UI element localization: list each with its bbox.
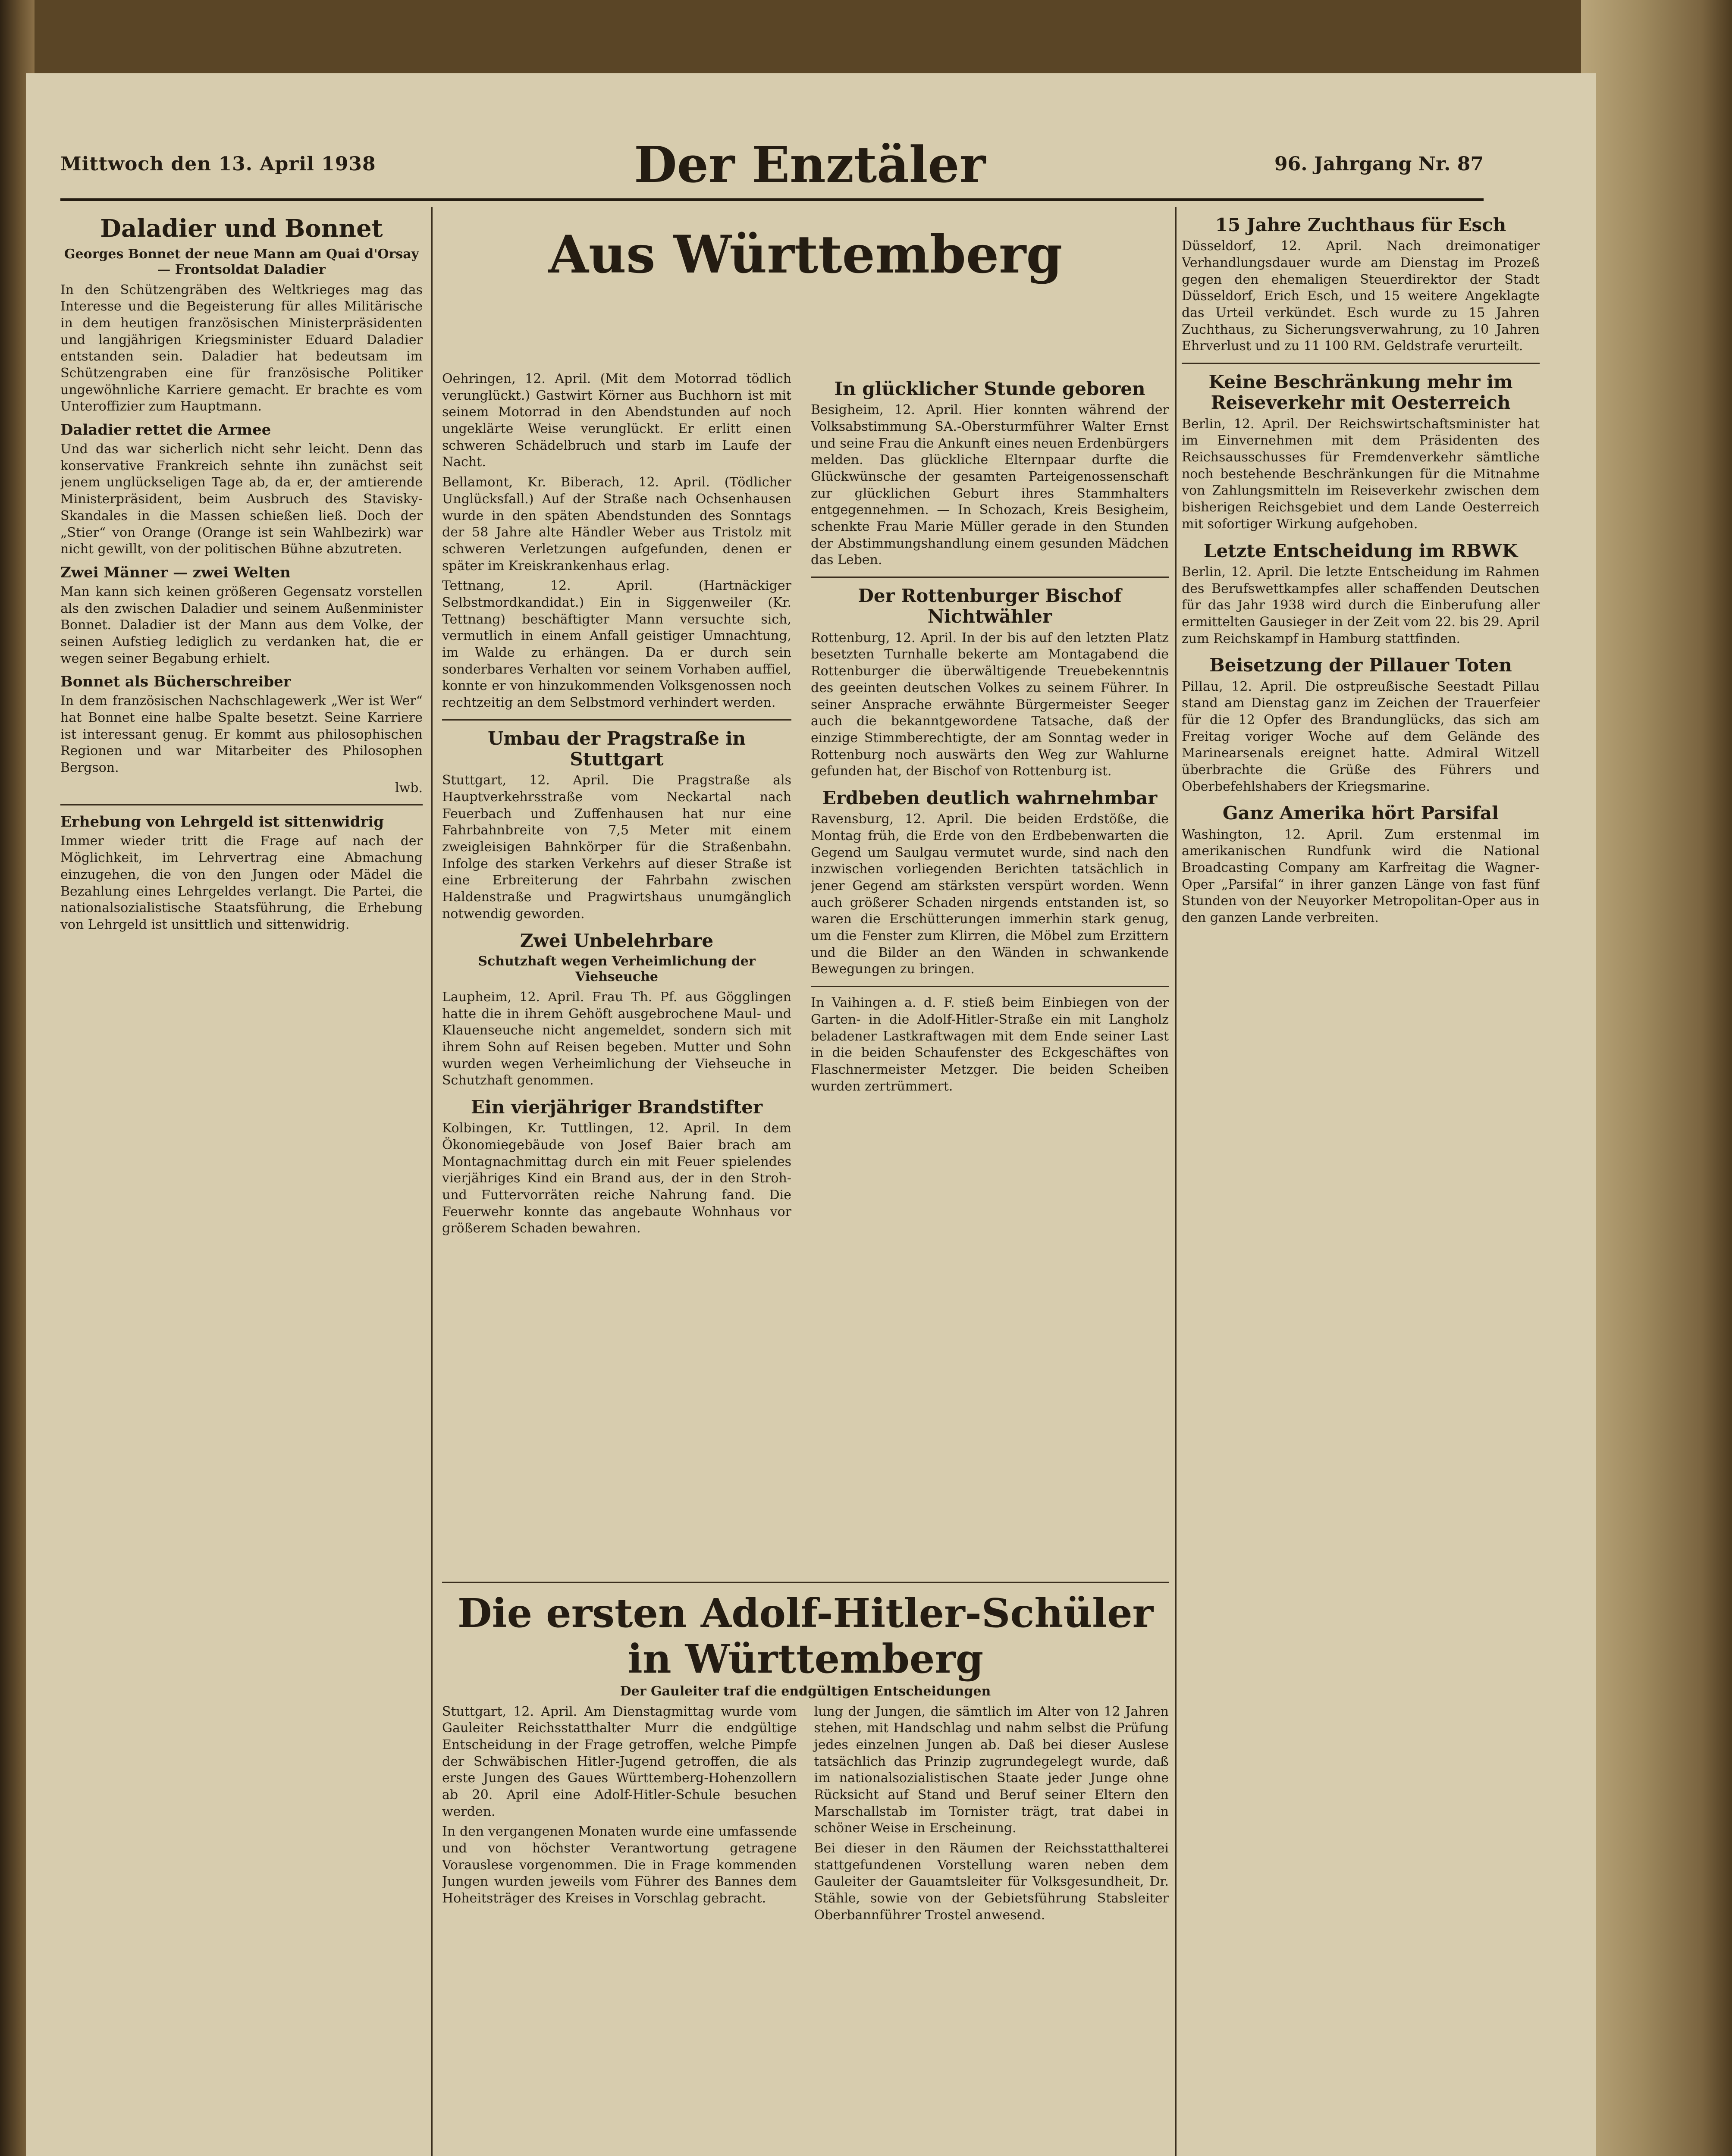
article-headline: 15 Jahre Zuchthaus für Esch xyxy=(1215,214,1506,235)
article-paragraph: Tettnang, 12. April. (Hartnäckiger Selbstmordkandidat.) Ein in Siggenweiler (Kr. Tettnang) beschäftigter Mann versuchte sich, vermutlich in einem Anfall geistiger Umnachtung, im Walde zu erhängen. Da er durch sein sonderbares Verhalten vor seinem Vorhaben auffiel, konnte er von hinzukommenden Volksgenossen noch rechtzeitig an dem Selbstmord verhindert werden. xyxy=(442,578,791,711)
article-paragraph: Oehringen, 12. April. (Mit dem Motorrad tödlich verunglückt.) Gastwirt Körner aus Buchhorn ist mit seinem Motorrad in den Abendstunden auf noch ungeklärte Weise verunglückt. Er erlitt einen schweren Schädelbruch und starb im Laufe der Nacht. xyxy=(442,371,791,470)
lead-subhead: Der Gauleiter traf die endgültigen Entscheidungen xyxy=(620,1683,991,1699)
article-paragraph: Stuttgart, 12. April. Die Pragstraße als Hauptverkehrsstraße vom Neckartal nach Feuerbach und Zuffenhausen hat nur eine Fahrbahnbreite von 7,5 Meter mit einem zweigleisigen Bahnkörper für die Straßenbahn. Infolge des starken Verkehrs auf dieser Straße ist eine Erbreiterung der Fahrbahn zwischen Haldenstraße und Pragwirtshaus unumgänglich notwendig geworden. xyxy=(442,773,791,921)
lead-column-left xyxy=(442,1704,797,1927)
lead-story xyxy=(442,1574,1169,2156)
article-divider xyxy=(811,577,1169,578)
article-paragraph: In den vergangenen Monaten wurde eine umfassende und von höchster Verantwortung getragene Vorauslese vorgenommen. Die in Frage kommenden Jungen wurden jeweils vom Führer des Bannes dem Hoheitsträger des Kreises in Vorschlag gebracht. xyxy=(442,1824,797,1906)
article-paragraph: Düsseldorf, 12. April. Nach dreimonatiger Verhandlungsdauer wurde am Dienstag im Prozeß gegen den ehemaligen Steuerdirektor der Stadt Düsseldorf, Erich Esch, und 15 weitere Angeklagte das Urteil verkündet. Esch wurde zu 15 Jahren Zuchthaus, zu Sicherungsverwahrung, zu 10 Jahren Ehrverlust und zu 11 100 RM. Geldstrafe verurteilt. xyxy=(1182,238,1540,354)
lead-columns xyxy=(442,1704,1169,1927)
article-paragraph: Berlin, 12. April. Der Reichswirtschaftsminister hat im Einvernehmen mit dem Präsidenten des Reichsausschusses für Fremdenverkehr sämtliche noch bestehende Beschränkungen für die Mitnahme von Zahlungsmitteln im Reiseverkehr zwischen dem bisherigen Reichsgebiet und dem Lande Oesterreich mit sofortiger Wirkung aufgehoben. xyxy=(1182,416,1540,532)
article-paragraph: Stuttgart, 12. April. Am Dienstagmittag wurde vom Gauleiter Reichsstatthalter Murr die endgültige Entscheidung in der Frage getroffen, welche Pimpfe der Schwäbischen Hitler-Jugend getroffen, die als erste Jungen des Gaues Württemberg-Hohenzollern ab 20. April eine Adolf-Hitler-Schule besuchen werden. xyxy=(442,1704,797,1819)
article-paragraph: Kolbingen, Kr. Tuttlingen, 12. April. In dem Ökonomiegebäude von Josef Baier brach am Montagnachmittag durch ein mit Feuer spielendes vierjähriges Kind ein Brand aus, der in den Stroh- und Futtervorräten reiche Nahrung fand. Die Feuerwehr konnte das angebaute Wohnhaus vor größerem Schaden bewahren. xyxy=(442,1121,791,1236)
article-headline: Umbau der Pragstraße in Stuttgart xyxy=(487,727,746,770)
article-signature: lwb. xyxy=(395,780,423,796)
article-paragraph: Man kann sich keinen größeren Gegensatz vorstellen als den zwischen Daladier und seinem Außenminister Bonnet. Daladier ist der Mann aus dem Volke, der seinen Aufstieg lediglich zu verdanken hat, die er wegen seiner Begabung erhielt. xyxy=(60,584,423,666)
article-paragraph: Berlin, 12. April. Die letzte Entscheidung im Rahmen des Berufswettkampfes aller schaffenden Deutschen für das Jahr 1938 wird durch die Einberufung aller ermittelten Gausieger in der Zeit vom 22. bis 29. April zum Reichskampf in Hamburg stattfinden. xyxy=(1182,564,1540,646)
article-subhead: Schutzhaft wegen Verheimlichung der Viehseuche xyxy=(478,953,756,984)
column-4 xyxy=(1182,207,1540,2156)
article-headline: Der Rottenburger Bischof Nichtwähler xyxy=(858,585,1122,627)
issue-date: Mittwoch den 13. April 1938 xyxy=(60,153,376,175)
issue-number: 96. Jahrgang Nr. 87 xyxy=(1274,153,1484,175)
article-paragraph: In Vaihingen a. d. F. stieß beim Einbiegen von der Garten- in die Adolf-Hitler-Straße ein mit Langholz beladener Lastkraftwagen mit dem Ende seiner Last in die beiden Schaufenster des Eckgeschäftes von Flaschnermeister Metzger. Die beiden Scheiben wurden zertrümmert. xyxy=(811,995,1169,1094)
column-divider xyxy=(1175,207,1177,2156)
article-headline: Ganz Amerika hört Parsifal xyxy=(1222,802,1499,824)
article-paragraph: Laupheim, 12. April. Frau Th. Pf. aus Gögglingen hatte die in ihrem Gehöft ausgebrochene Maul- und Klauenseuche nicht angemeldet, sondern sich mit ihrem Sohn auf Reisen begeben. Mutter und Sohn wurden wegen Verheimlichung der Viehseuche in Schutzhaft genommen. xyxy=(442,989,791,1088)
article-headline: Zwei Unbelehrbare xyxy=(520,930,714,951)
column-divider xyxy=(431,207,433,2156)
article-paragraph: Ravensburg, 12. April. Die beiden Erdstöße, die Montag früh, die Erde von den Erdbebenwarten die Gegend um Saulgau vermutet wurde, sind nach den inzwischen vorliegenden Berichten tatsächlich in jener Gegend am stärksten verspürt worden. Wenn auch größerer Schaden nirgends entstanden ist, so waren die Erschütterungen immerhin stark genug, um die Fenster zum Klirren, die Möbel zum Erzittern und die Bilder an den Wänden in schwankende Bewegungen zu bringen. xyxy=(811,812,1169,977)
article-headline: Ein vierjähriger Brandstifter xyxy=(471,1096,763,1118)
page-stack-edge xyxy=(1581,0,1732,2156)
article-paragraph: Und das war sicherlich nicht sehr leicht. Denn das konservative Frankreich sehnte ihn zunächst seit jenem unglückseligen Tage ab, da er, der amtierende Ministerpräsident, beim Ausbruch des Stavisky-Skandales in die Massen schießen ließ. Doch der „Stier“ von Orange (Orange ist sein Wahlbezirk) war nicht gewillt, von der politischen Bühne abzutreten. xyxy=(60,442,423,557)
article-subhead: Georges Bonnet der neue Mann am Quai d'Orsay — Frontsoldat Daladier xyxy=(64,246,419,277)
article-paragraph: In dem französischen Nachschlagewerk „Wer ist Wer“ hat Bonnet eine halbe Spalte besetzt. Seine Karriere ist interessant genug. Er kommt aus philosophischen Regionen und war Mitarbeiter des Philosophen Bergson. xyxy=(60,693,423,776)
article-headline: Letzte Entscheidung im RBWK xyxy=(1203,540,1518,561)
article-paragraph: Immer wieder tritt die Frage auf nach der Möglichkeit, im Lehrvertrag eine Abmachung einzugehen, die von den Jungen oder Mädel die Bezahlung eines Lehrgeldes verlangt. Die Partei, die nationalsozialistische Staatsführung, die Erhebung von Lehrgeld ist unsittlich und sittenwidrig. xyxy=(60,834,423,932)
lead-headline: Die ersten Adolf-Hitler-Schüler in Württemberg xyxy=(457,1590,1154,1682)
article-paragraph: lung der Jungen, die sämtlich im Alter von 12 Jahren stehen, mit Handschlag und nahm selbst die Prüfung jedes einzelnen Jungen ab. Daß bei dieser Auslese tatsächlich das Prinzip zugrundegelegt wurde, daß im nationalsozialistischen Staate jeder Junge ohne Rücksicht auf Stand und Beruf seiner Eltern den Marschallstab im Tornister trägt, trat dabei in schöner Weise in Erscheinung. xyxy=(814,1704,1169,1836)
column-2 xyxy=(442,371,791,1565)
article-divider xyxy=(60,804,423,805)
article-divider xyxy=(1182,363,1540,364)
section-heading: Daladier rettet die Armee xyxy=(60,421,271,439)
article-headline: Beisetzung der Pillauer Toten xyxy=(1209,655,1512,676)
article-paragraph: Rottenburg, 12. April. In der bis auf den letzten Platz besetzten Turnhalle bekerte am Montagabend die Rottenburger die überwältigende Treuebekenntnis des geeinten deutschen Volkes zu seinem Führer. In seiner Ansprache erwähnte Bürgermeister Seeger auch die bekanntgewordene Tatsache, daß der einzige Stimmberechtigte, der am Sonntag weder in Rottenburg noch auswärts den Weg zur Wahlurne gefunden hat, der Bischof von Rottenburg ist. xyxy=(811,630,1169,779)
newspaper-title: Der Enztäler xyxy=(634,136,986,194)
article-headline: Erdbeben deutlich wahrnehmbar xyxy=(822,787,1158,808)
article-paragraph: Besigheim, 12. April. Hier konnten während der Volksabstimmung SA.-Obersturmführer Walter Ernst und seine Frau die Ankunft eines neuen Erdenbürgers melden. Das glückliche Elternpaar durfte die Glückwünsche der gesamten Parteigenossenschaft zur glücklichen Geburt ihres Stammhalters entgegennehmen. — In Schozach, Kreis Besigheim, schenkte Frau Marie Müller gerade in den Stunden der Abstimmungshandlung einem gesunden Mädchen das Leben. xyxy=(811,402,1169,568)
section-heading: Bonnet als Bücherschreiber xyxy=(60,673,291,691)
article-divider xyxy=(811,986,1169,987)
article-paragraph: Pillau, 12. April. Die ostpreußische Seestadt Pillau stand am Dienstag ganz im Zeichen der Trauerfeier für die 12 Opfer des Brandunglücks, das sich am Freitag voriger Woche auf dem Gelände des Marinearsenals ereignet hatte. Admiral Witzell überbrachte die Grüße des Führers und Oberbefehlshabers der Kriegsmarine. xyxy=(1182,679,1540,794)
article-paragraph: Bellamont, Kr. Biberach, 12. April. (Tödlicher Unglücksfall.) Auf der Straße nach Ochsenhausen wurde in den späten Abendstunden des Sonntags der 58 Jahre alte Händler Weber aus Tristolz mit schweren Verletzungen aufgefunden, denen er später im Kreiskrankenhaus erlag. xyxy=(442,475,791,573)
article-paragraph: In den Schützengräben des Weltkrieges mag das Interesse und die Begeisterung für alles Militärische in dem heutigen französischen Ministerpräsidenten und langjährigen Kriegsminister Eduard Daladier entstanden sein. Daladier hat bedeutsam im Schützengraben eine für französische Politiker ungewöhnliche Karriere gemacht. Er brachte es vom Unteroffizier zum Hauptmann. xyxy=(60,282,423,414)
section-heading: Zwei Männer — zwei Welten xyxy=(60,564,291,581)
article-headline: Erhebung von Lehrgeld ist sittenwidrig xyxy=(60,813,384,831)
masthead xyxy=(60,129,1484,203)
article-headline: In glücklicher Stunde geboren xyxy=(834,378,1145,399)
article-paragraph: Bei dieser in den Räumen der Reichsstatthalterei stattgefundenen Vorstellung waren neben dem Gauleiter der Gauamtsleiter für Volksgesundheit, Dr. Stähle, sowie von der Gebietsführung Stabsleiter Oberbannführer Trostel anwesend. xyxy=(814,1841,1169,1923)
masthead-rule xyxy=(60,198,1484,201)
article-paragraph: Washington, 12. April. Zum erstenmal im amerikanischen Rundfunk wird die National Broadcasting Company am Karfreitag die Wagner-Oper „Parsifal“ in ihrer ganzen Länge von fast fünf Stunden von der Neuyorker Metropolitan-Oper aus in den ganzen Lande verbreiten. xyxy=(1182,827,1540,926)
column-1 xyxy=(60,207,423,2156)
article-headline: Keine Beschränkung mehr im Reiseverkehr mit Oesterreich xyxy=(1208,371,1513,414)
column-3 xyxy=(811,371,1169,1570)
ressort-banner xyxy=(442,207,1169,362)
lead-column-right xyxy=(814,1704,1169,1927)
newspaper-page xyxy=(26,73,1596,2156)
ressort-title: Aus Württemberg xyxy=(548,224,1063,285)
article-divider xyxy=(442,719,791,721)
article-divider xyxy=(442,1582,1169,1583)
article-headline: Daladier und Bonnet xyxy=(100,214,383,243)
